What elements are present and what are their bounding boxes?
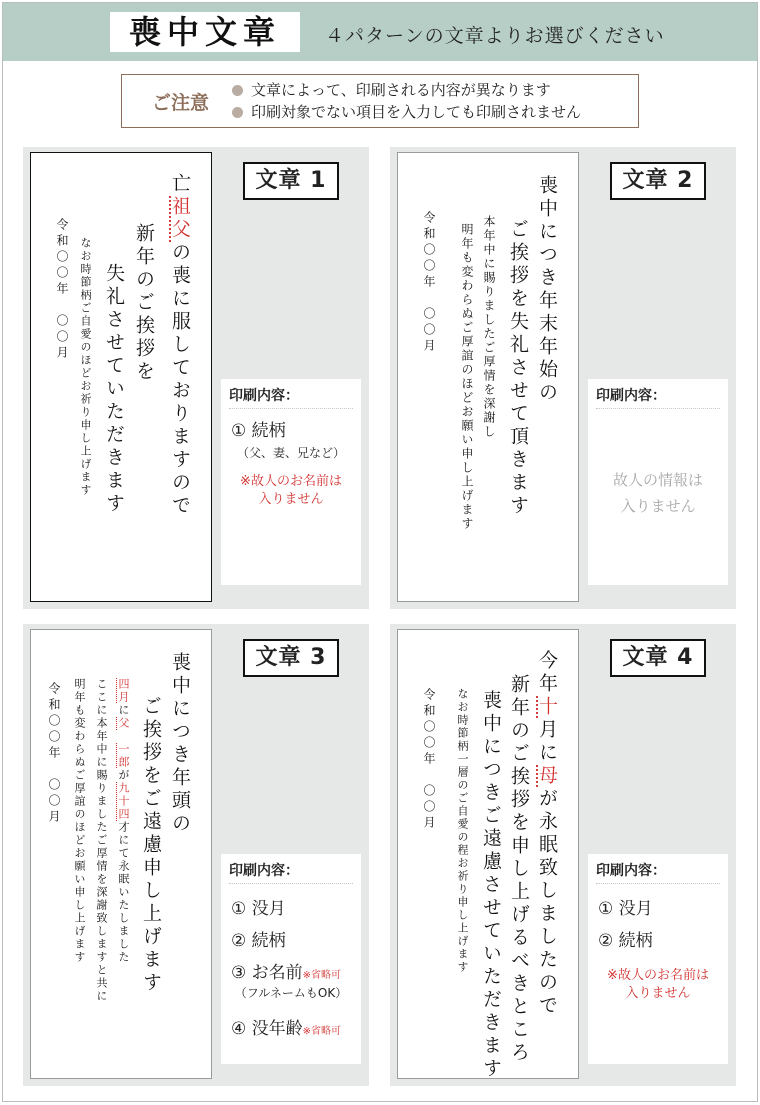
pattern-1-card[interactable] <box>30 152 212 602</box>
print-info-box <box>588 854 728 1064</box>
notice-list <box>232 79 581 123</box>
print-info-title: 印刷内容： <box>596 388 666 404</box>
print-info-title: 印刷内容： <box>596 863 666 879</box>
bullet-icon <box>232 85 243 96</box>
card-line: 喪中につき年末年始の <box>536 175 558 405</box>
notice-item: 文章によって、印刷される内容が異なります <box>232 79 581 101</box>
page-subtitle: ４パターンの文章よりお選びください <box>325 25 665 47</box>
notice-label: ご注意 <box>152 92 210 114</box>
card-date: 令和〇〇年 〇〇月 <box>47 682 61 826</box>
print-item: ① 続柄 <box>231 421 286 441</box>
print-item-note: （父、妻、兄など） <box>236 446 345 460</box>
pattern-4-card[interactable] <box>397 629 579 1079</box>
notice-box <box>121 74 639 128</box>
print-info-title: 印刷内容： <box>229 388 299 404</box>
pattern-4-tag: 文章 4 <box>610 639 706 677</box>
print-item-note: （フルネームもOK） <box>234 986 348 1000</box>
card-line: 明年も変わらぬご厚誼のほどお願い申し上げます <box>460 223 474 531</box>
warning-note: ※故人のお名前は 入りません <box>240 474 342 507</box>
card-line: 明年も変わらぬご厚誼のほどお願い申し上げます <box>73 678 86 964</box>
divider <box>596 408 720 409</box>
print-item: ① 没月 <box>598 899 653 919</box>
print-item: ① 没月 <box>231 899 286 919</box>
card-date: 令和〇〇年 〇〇月 <box>422 688 436 832</box>
card-date: 令和〇〇年 〇〇月 <box>55 218 69 362</box>
card-line: 四月に父 一郎が九十四才にて永眠いたしました <box>117 678 130 964</box>
pattern-2-tag: 文章 2 <box>610 162 706 200</box>
bullet-icon <box>232 107 243 118</box>
card-line: ご挨拶をご遠慮申し上げます <box>140 696 162 995</box>
print-info-title: 印刷内容： <box>229 863 299 879</box>
card-line: なお時節柄ご自愛のほどお祈り申し上げます <box>79 237 92 497</box>
pattern-3-panel[interactable] <box>23 624 369 1086</box>
pattern-2-card[interactable] <box>397 152 579 602</box>
print-info-box <box>221 854 361 1064</box>
card-line: 新年のご挨拶を申し上げるべきところ <box>508 674 530 1065</box>
divider <box>596 883 720 884</box>
empty-note: 故人の情報は 入りません <box>612 471 703 515</box>
print-item: ③ お名前※省略可 <box>231 963 342 983</box>
divider <box>229 408 353 409</box>
divider <box>229 883 353 884</box>
page-title: 喪中文章 <box>110 12 300 52</box>
pattern-1-panel[interactable] <box>23 147 369 609</box>
print-info-box <box>588 379 728 585</box>
print-info-box <box>221 379 361 585</box>
card-line: 喪中につき年頭の <box>169 652 191 836</box>
pattern-4-panel[interactable] <box>390 624 736 1086</box>
pattern-1-tag: 文章 1 <box>243 162 339 200</box>
print-item: ② 続柄 <box>598 931 653 951</box>
card-line: 亡祖父の喪に服しておりますので <box>169 173 191 518</box>
notice-item: 印刷対象でない項目を入力しても印刷されません <box>232 101 581 123</box>
card-line: 新年のご挨拶を <box>133 223 155 384</box>
card-line: 今年十月に母が永眠致しましたので <box>536 650 558 1018</box>
card-line: なお時節柄一層のご自愛の程お祈り申し上げます <box>456 688 469 974</box>
card-line: 喪中につきご遠慮させていただきます <box>480 690 502 1081</box>
print-item: ② 続柄 <box>231 931 286 951</box>
card-date: 令和〇〇年 〇〇月 <box>422 211 436 355</box>
print-item: ④ 没年齢※省略可 <box>231 1019 342 1039</box>
card-line: ここに本年中に賜りましたご厚情を深謝致しますと共に <box>95 678 108 1003</box>
pattern-3-tag: 文章 3 <box>243 639 339 677</box>
warning-note: ※故人のお名前は 入りません <box>607 968 709 1001</box>
card-line: 失礼させていただきます <box>103 263 125 516</box>
header-bar <box>3 3 757 61</box>
pattern-3-card[interactable] <box>30 629 212 1079</box>
card-line: ご挨拶を失礼させて頂きます <box>507 219 529 518</box>
card-line: 本年中に賜りましたご厚情を深謝し <box>482 215 496 439</box>
pattern-2-panel[interactable] <box>390 147 736 609</box>
